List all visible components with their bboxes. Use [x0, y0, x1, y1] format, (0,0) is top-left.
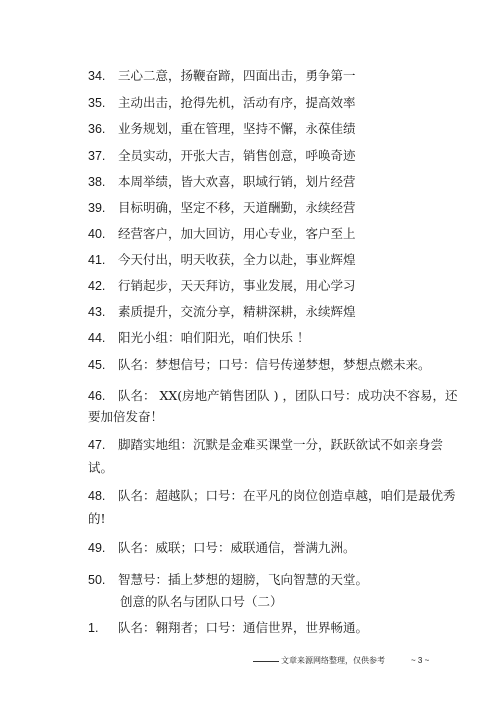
list-item: [88, 68, 356, 84]
item-number: 36.: [88, 122, 106, 136]
list-item: [88, 388, 457, 404]
item-text: 素质提升，交流分享，精耕深耕，永续辉煌: [118, 304, 356, 319]
item-number: 39.: [88, 201, 106, 215]
item-number: 42.: [88, 279, 106, 293]
page-footer: [253, 656, 429, 666]
item-text: 经营客户，加大回访，用心专业，客户至上: [118, 226, 356, 241]
item-number: 34.: [88, 69, 106, 83]
item-number: 44.: [88, 331, 106, 345]
item-text: 队名： XX(房地产销售团队 ) ，团队口号：成功决不容易，还: [118, 388, 458, 403]
item-number: 1.: [88, 621, 99, 635]
list-item: [88, 357, 431, 373]
item-text: 全员实动，开张大吉，销售创意，呼唤奇迹: [118, 148, 356, 163]
list-item: [88, 226, 356, 242]
list-item: [88, 200, 356, 216]
item-text: 队名：威联；口号：威联通信，誉满九洲。: [118, 540, 356, 555]
list-item: [88, 95, 356, 111]
item-continuation: 的!: [88, 511, 106, 526]
footer-source: 文章来源网络整理，仅供参考: [281, 656, 385, 665]
item-text: 智慧号：插上梦想的翅膀，飞向智慧的天堂。: [118, 572, 369, 587]
item-number: 50.: [88, 573, 106, 587]
item-number: 46.: [88, 389, 106, 403]
item-text: 行销起步，天天拜访，事业发展，用心学习: [118, 278, 356, 293]
footer-rule: [253, 661, 279, 662]
item-text: 队名：梦想信号；口号：信号传递梦想，梦想点燃未来。: [118, 357, 431, 372]
item-number: 47.: [88, 438, 106, 452]
item-number: 37.: [88, 149, 106, 163]
item-number: 49.: [88, 541, 106, 555]
page-number: ~ 3 ~: [411, 656, 430, 665]
item-number: 48.: [88, 489, 106, 503]
list-item: [88, 572, 368, 588]
list-item: [88, 148, 356, 164]
item-text: 脚踏实地组：沉默是金难买课堂一分，跃跃欲试不如亲身尝: [118, 437, 444, 452]
list-item: [88, 620, 368, 636]
item-text: 三心二意，扬鞭奋蹄，四面出击，勇争第一: [118, 68, 356, 83]
item-text: 目标明确，坚定不移，天道酬勤，永续经营: [118, 200, 356, 215]
item-number: 41.: [88, 253, 106, 267]
list-item: [88, 437, 443, 453]
list-item: [88, 330, 309, 346]
list-item: [88, 540, 356, 556]
item-continuation: 试。: [88, 460, 114, 475]
list-item: [88, 252, 356, 268]
section-subtitle: 创意的队名与团队口号（二）: [120, 594, 283, 609]
item-text: 阳光小组：咱们阳光，咱们快乐 ！: [118, 330, 310, 345]
item-number: 45.: [88, 358, 106, 372]
item-number: 35.: [88, 96, 106, 110]
item-number: 38.: [88, 175, 106, 189]
list-item: [88, 278, 356, 294]
item-text: 本周举绩，皆大欢喜，职域行销，划片经营: [118, 174, 356, 189]
item-number: 40.: [88, 227, 106, 241]
list-item: [88, 121, 356, 137]
item-text: 业务规划，重在管理，坚持不懈，永葆佳绩: [118, 121, 356, 136]
item-continuation: 要加倍发奋！: [88, 409, 164, 424]
item-number: 43.: [88, 305, 106, 319]
list-item: [88, 304, 356, 320]
list-item: [88, 488, 456, 504]
item-text: 今天付出，明天收获，全力以赴，事业辉煌: [118, 252, 356, 267]
item-text: 队名：翱翔者；口号：通信世界，世界畅通。: [118, 620, 369, 635]
list-item: [88, 174, 356, 190]
item-text: 队名：超越队；口号：在平凡的岗位创造卓越，咱们是最优秀: [118, 488, 456, 503]
item-text: 主动出击，抢得先机，活动有序，提高效率: [118, 95, 356, 110]
